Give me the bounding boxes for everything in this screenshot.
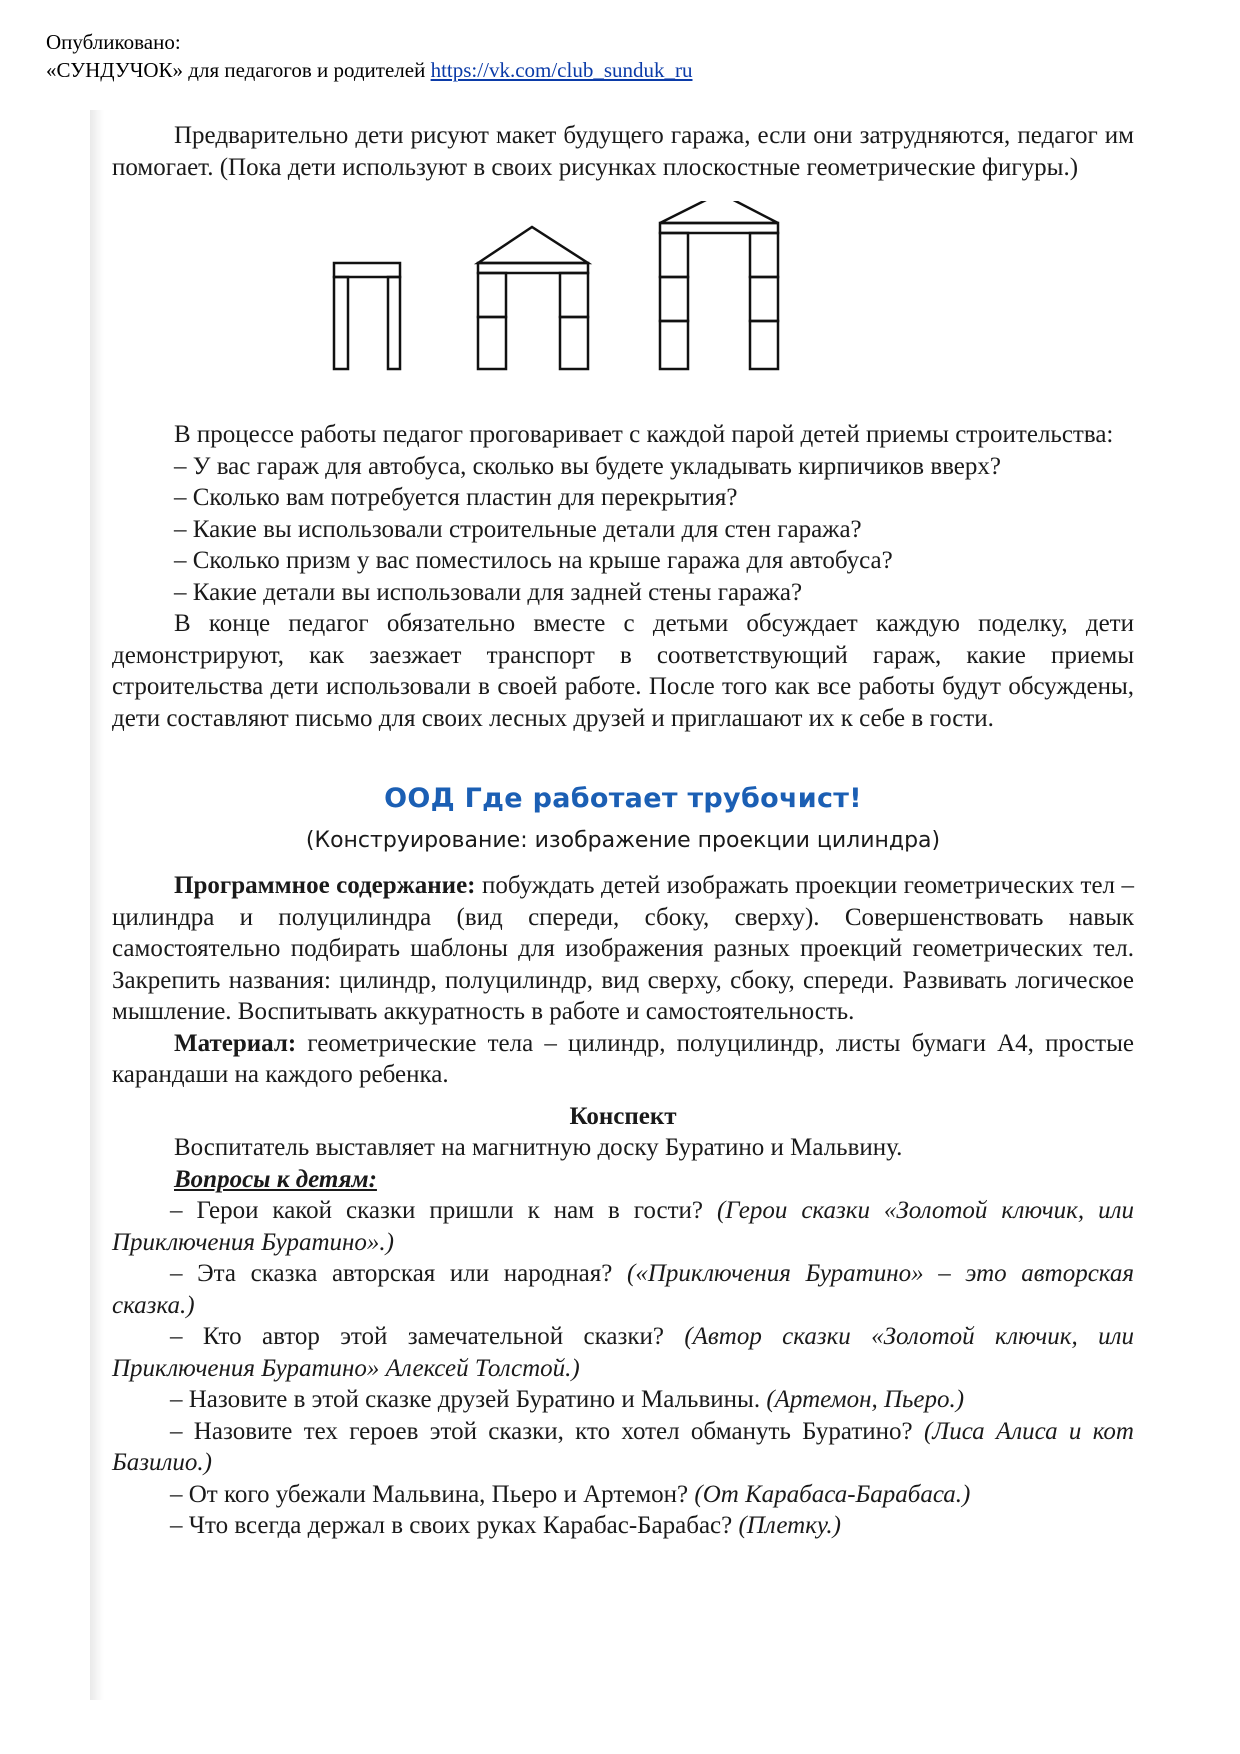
- question-text: – Эта сказка авторская или народная?: [170, 1260, 627, 1287]
- answer-text: (Лиса Алиса и кот Базилио.): [112, 1417, 1134, 1476]
- scan-shadow: [90, 110, 104, 1700]
- lesson-title: ООД Где работает трубочист!: [384, 783, 862, 814]
- dash-question: – Какие вы использовали строительные детали для стен гаража?: [174, 515, 862, 543]
- question-item: [112, 1321, 1134, 1384]
- question-item: [112, 1258, 1134, 1321]
- publisher-line: [46, 56, 693, 84]
- material-text: геометрические тела – цилиндр, полуцилиндр, листы бумаги А4, простые карандаши на каждого ребенка.: [112, 1029, 1134, 1088]
- question-text: – Назовите тех героев этой сказки, кто хотел обмануть Буратино?: [170, 1417, 924, 1445]
- answer-text: («Приключения Буратино» – это авторская сказка.): [112, 1260, 1134, 1319]
- konspekt-paragraph: Воспитатель выставляет на магнитную доску Буратино и Мальвину.: [174, 1134, 903, 1161]
- garage-diagrams: [112, 201, 1134, 397]
- question-item: [112, 1510, 1134, 1542]
- publication-header: [46, 28, 693, 84]
- material-paragraph: [112, 1028, 1134, 1091]
- question-text: – От кого убежали Мальвина, Пьеро и Артемон?: [170, 1480, 695, 1508]
- question-text: – Кто автор этой замечательной сказки?: [170, 1323, 685, 1350]
- answer-text: (От Карабаса-Барабаса.): [694, 1480, 971, 1508]
- published-label: Опубликовано:: [46, 30, 181, 54]
- question-item: [112, 1479, 1134, 1511]
- answer-text: (Плетку.): [738, 1512, 841, 1539]
- dash-question: – Сколько вам потребуется пластин для перекрытия?: [174, 484, 738, 511]
- garage-small-drawing: [334, 263, 400, 369]
- publisher-link[interactable]: https://vk.com/club_sunduk_ru: [430, 58, 693, 82]
- program-content-paragraph: [112, 870, 1134, 1028]
- dash-question: – У вас гараж для автобуса, сколько вы будете укладывать кирпичиков вверх?: [174, 452, 1002, 480]
- question-text: – Герои какой сказки пришли к нам в гости?: [170, 1197, 717, 1224]
- answer-text: (Автор сказки «Золотой ключик, или Приключения Буратино» Алексей Толстой.): [112, 1323, 1134, 1382]
- conclusion-paragraph: В конце педагог обязательно вместе с детьми обсуждает каждую поделку, дети демонстрируют, как заезжает транспорт в соответствующий гараж, какие приемы строительства дети использовали в своей работе. После того как все работы будут обсуждены, дети составляют письмо для своих лесных друзей и приглашают их к себе в гости.: [112, 610, 1134, 732]
- program-label: Программное содержание:: [174, 872, 476, 899]
- publisher-name: «СУНДУЧОК» для педагогов и родителей: [46, 58, 426, 82]
- answer-text: (Артемон, Пьеро.): [766, 1386, 965, 1413]
- program-text: побуждать детей изображать проекции геометрических тел – цилиндра и полуцилиндра (вид спереди, сбоку, сверху). Совершенствовать навык самостоятельно подбирать шаблоны для изображения разных проекций геометрических тел. Закрепить названия: цилиндр, полуцилиндр, вид сверху, сбоку, спереди. Развивать логическое мышление. Воспитывать аккуратность в работе и самостоятельность.: [112, 872, 1134, 1025]
- garage-large-drawing: [660, 201, 778, 369]
- intro-paragraph: Предварительно дети рисуют макет будущего гаража, если они затрудняются, педагог им помогает. (Пока дети используют в своих рисунках плоскостные геометрические фигуры.): [112, 122, 1134, 181]
- dash-question: – Какие детали вы использовали для задней стены гаража?: [174, 578, 803, 606]
- question-item: [112, 1384, 1134, 1416]
- process-paragraph: В процессе работы педагог проговаривает с каждой парой детей приемы строительства:: [174, 421, 1114, 448]
- material-label: Материал:: [174, 1029, 297, 1057]
- garage-medium-drawing: [478, 227, 588, 369]
- questions-heading: Вопросы к детям:: [174, 1165, 377, 1193]
- konspekt-heading: Конспект: [569, 1102, 677, 1130]
- question-text: – Что всегда держал в своих руках Карабас-Барабас?: [170, 1512, 739, 1539]
- lesson-subtitle: (Конструирование: изображение проекции цилиндра): [305, 828, 941, 853]
- question-text: – Назовите в этой сказке друзей Буратино и Мальвины.: [170, 1386, 767, 1413]
- question-item: [112, 1195, 1134, 1258]
- dash-question: – Сколько призм у вас поместилось на крыше гаража для автобуса?: [174, 547, 893, 574]
- answer-text: (Герои сказки «Золотой ключик, или Приключения Буратино».): [112, 1197, 1134, 1256]
- page-body: [112, 120, 1134, 1542]
- question-item: [112, 1416, 1134, 1479]
